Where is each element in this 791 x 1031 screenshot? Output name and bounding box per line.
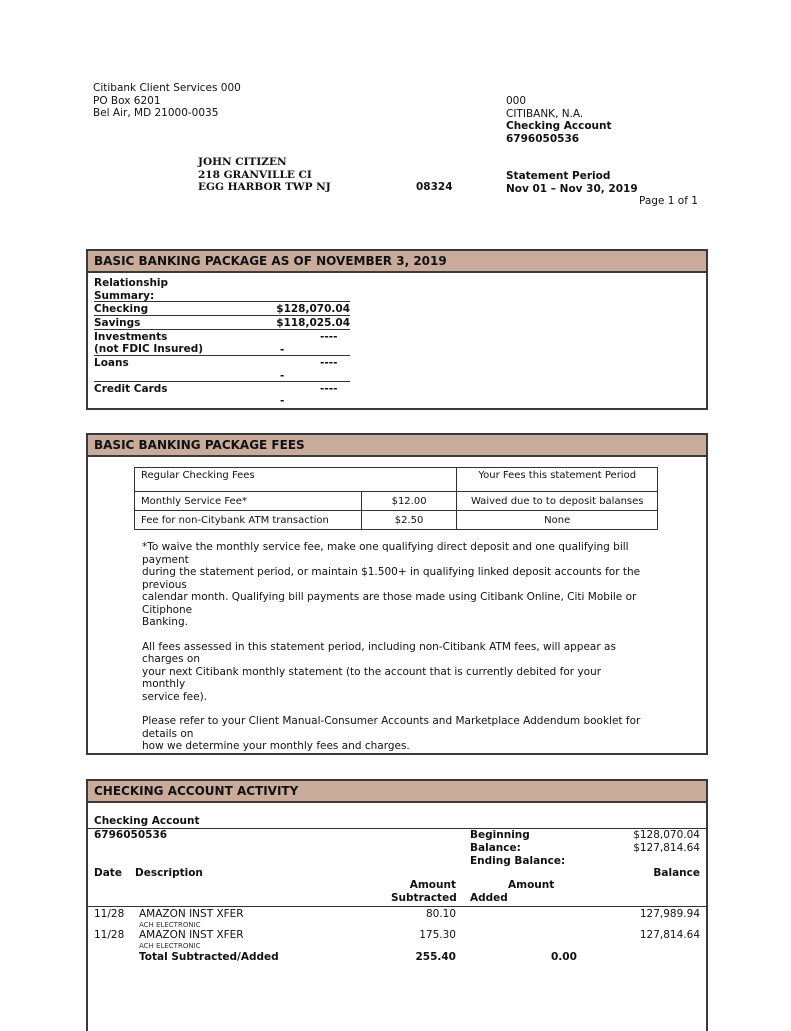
divider [94, 315, 350, 316]
statement-period-value: Nov 01 – Nov 30, 2019 [506, 182, 638, 195]
summary-dash: - [280, 370, 285, 382]
summary-label: Loans [94, 357, 129, 369]
bank-name: CITIBANK, N.A. [506, 107, 584, 120]
activity-account-number: 6796050536 [94, 829, 168, 841]
fee-note-1 [142, 541, 642, 629]
summary-value: $118,025.04 [276, 317, 350, 329]
fees-section [86, 433, 708, 755]
fee-yours: None [457, 511, 658, 530]
note-line: during the statement period, or maintain $1.500+ in qualifying linked deposit accounts for the [142, 566, 641, 578]
summary-dash: - [280, 395, 285, 407]
summary-dash: ---- [320, 383, 338, 395]
note-line: All fees assessed in this statement period, including non-Citibank ATM fees, will appear as [142, 640, 616, 653]
summary-label: Savings [94, 317, 141, 329]
total-label: Total Subtracted/Added [139, 951, 279, 963]
note-line: your next Citibank monthly statement (to the account that is currently debited for your monthly [142, 665, 602, 690]
note-line: Please refer to your Client Manual-Consumer Accounts and Marketplace Addendum booklet for [142, 715, 641, 727]
note-line: calendar month. Qualifying bill payments are those made using Citibank Online, Citi Mobile or [142, 591, 637, 603]
col-amount-subtracted-line2: Subtracted [391, 892, 457, 904]
divider [94, 301, 350, 302]
recipient-address [198, 156, 331, 194]
divider [88, 828, 706, 829]
summary-label-1: Relationship [94, 277, 169, 289]
statement-period-label: Statement Period [506, 170, 611, 182]
txn-date: 11/28 [94, 929, 125, 941]
txn-description: AMAZON INST XFER [139, 908, 244, 920]
txn-description: AMAZON INST XFER [139, 929, 244, 941]
fee-name: Monthly Service Fee* [135, 492, 362, 511]
activity-title: CHECKING ACCOUNT ACTIVITY [88, 781, 706, 803]
col-amount-added [470, 879, 560, 905]
fees-header-right: Your Fees this statement Period [457, 468, 658, 492]
summary-label-sub: (not FDIC Insured) [94, 343, 204, 355]
summary-label: Credit Cards [94, 383, 168, 395]
summary-value: $128,070.04 [276, 303, 350, 315]
summary-dash: ---- [320, 357, 338, 369]
note-line: charges on [142, 653, 201, 665]
note-line: previous [142, 578, 187, 591]
col-description: Description [135, 867, 203, 879]
summary-row-loans [94, 357, 350, 383]
fees-table-row [135, 492, 658, 511]
divider [94, 381, 350, 382]
total-subtracted: 255.40 [415, 951, 456, 963]
note-line: details on [142, 727, 194, 740]
note-line: Banking. [142, 616, 188, 628]
total-added: 0.00 [551, 951, 577, 963]
beginning-value: $128,070.04 [633, 829, 700, 841]
statement-period [506, 170, 638, 195]
txn-balance: 127,989.94 [639, 908, 700, 920]
beginning-label: Beginning [470, 829, 530, 841]
balance-label: Balance: [470, 842, 521, 854]
txn-subdescription: ACH ELECTRONIC [139, 921, 201, 929]
activity-section [86, 779, 708, 1031]
summary-label-2: Summary: [94, 289, 155, 302]
divider [94, 329, 350, 330]
package-section [86, 249, 708, 410]
summary-row-checking [94, 303, 350, 315]
recipient-zip: 08324 [416, 181, 453, 193]
fee-amount: $12.00 [361, 492, 457, 511]
sender-line-2: PO Box 6201 [93, 94, 161, 107]
divider [88, 906, 706, 907]
ending-label: Ending Balance: [470, 855, 566, 867]
sender-line-3: Bel Air, MD 21000-0035 [93, 107, 219, 119]
recipient-city: EGG HARBOR TWP NJ [198, 181, 331, 193]
balance-labels [470, 829, 565, 868]
fee-yours: Waived due to to deposit balanses [457, 492, 658, 511]
account-type: Checking Account [506, 120, 612, 132]
col-amount-added-line1: Amount [508, 879, 555, 891]
col-amount-added-line2: Added [470, 892, 508, 904]
summary-row-savings [94, 317, 350, 329]
activity-account-label: Checking Account [94, 815, 200, 827]
account-number: 6796050536 [506, 132, 580, 145]
txn-subtracted: 175.30 [419, 929, 456, 941]
account-code: 000 [506, 95, 527, 107]
fee-name: Fee for non-Citybank ATM transaction [135, 511, 362, 530]
col-date: Date [94, 867, 122, 879]
col-amount-subtracted [391, 879, 456, 905]
divider [94, 355, 350, 356]
summary-dash: ---- [320, 331, 338, 343]
fees-title: BASIC BANKING PACKAGE FEES [88, 435, 706, 457]
ending-value: $127,814.64 [633, 842, 700, 854]
summary-dash: - [280, 344, 285, 356]
fee-note-3 [142, 715, 642, 753]
recipient-name: JOHN CITIZEN [198, 156, 287, 168]
fees-table-header [135, 468, 658, 492]
fees-header-left: Regular Checking Fees [135, 468, 457, 492]
txn-balance: 127,814.64 [639, 929, 700, 941]
summary-label: Checking [94, 303, 149, 315]
note-line: Citiphone [142, 603, 193, 616]
note-line: payment [142, 553, 189, 566]
note-line: how we determine your monthly fees and charges. [142, 740, 410, 752]
txn-subtracted: 80.10 [425, 908, 456, 920]
balance-values [633, 829, 700, 855]
summary-row-investments [94, 331, 350, 357]
summary-row-credit-cards [94, 383, 350, 405]
fees-table-row [135, 511, 658, 530]
relationship-summary-label [94, 277, 168, 302]
fee-amount: $2.50 [361, 511, 457, 530]
fees-table [134, 467, 658, 530]
txn-date: 11/28 [94, 908, 125, 920]
fee-note-2 [142, 641, 642, 704]
fees-notes [142, 541, 642, 765]
page-number: Page 1 of 1 [639, 195, 698, 207]
col-amount-subtracted-line1: Amount [409, 879, 456, 891]
note-line: service fee). [142, 690, 207, 703]
txn-subdescription: ACH ELECTRONIC [139, 942, 201, 950]
account-block [506, 95, 612, 145]
package-title: BASIC BANKING PACKAGE AS OF NOVEMBER 3, 2019 [88, 251, 706, 273]
sender-line-1: Citibank Client Services 000 [93, 82, 241, 94]
col-balance: Balance [653, 867, 700, 879]
note-line: *To waive the monthly service fee, make one qualifying direct deposit and one qualifying bill [142, 541, 629, 553]
sender-address [93, 82, 241, 120]
summary-label: Investments [94, 331, 168, 343]
recipient-street: 218 GRANVILLE CI [198, 168, 312, 181]
